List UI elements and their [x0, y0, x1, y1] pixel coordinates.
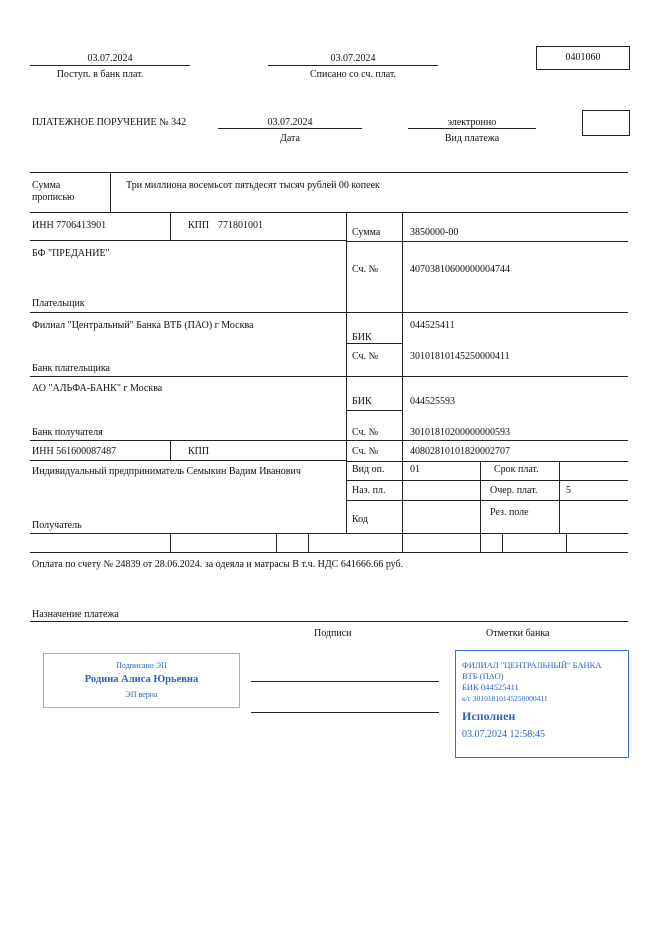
payee-bank-bik: 044525593	[410, 396, 455, 407]
divider	[30, 552, 628, 553]
debited-date: 03.07.2024	[330, 53, 376, 64]
divider	[346, 241, 628, 242]
divider	[30, 440, 628, 441]
payer-bank-account: 30101810145250000411	[410, 351, 510, 362]
divider	[30, 172, 628, 173]
op-type: 01	[410, 464, 420, 475]
bank-stamp-line1: ФИЛИАЛ "ЦЕНТРАЛЬНЫЙ" БАНКА	[462, 660, 602, 670]
payee-label: Получатель	[32, 520, 82, 531]
payer-bank-name: Филиал "Центральный" Банка ВТБ (ПАО) г Москва	[32, 320, 254, 331]
purpose-text: Оплата по счету № 24839 от 28.06.2024. за одеяла и матрасы В т.ч. НДС 641666.66 руб.	[32, 559, 404, 570]
amount-words-label-2: прописью	[32, 192, 75, 203]
divider	[30, 376, 628, 377]
divider	[218, 128, 362, 129]
code-label: Код	[352, 514, 368, 525]
divider	[276, 533, 277, 552]
payer-bank-bik-label: БИК	[352, 332, 372, 343]
bank-stamp-line3: БИК 044525411	[462, 682, 519, 692]
amount-words: Три миллиона восемьсот пятьдесят тысяч рублей 00 копеек	[126, 180, 380, 191]
divider	[30, 65, 190, 66]
priority-label: Очер. плат.	[490, 485, 538, 496]
payer-label: Плательщик	[32, 298, 85, 309]
op-type-label: Вид оп.	[352, 464, 385, 475]
divider	[308, 533, 309, 552]
signature-line-1	[251, 681, 439, 682]
payment-type: электронно	[447, 117, 497, 128]
payee-bank-account: 30101810200000000593	[410, 427, 510, 438]
bank-marks-label: Отметки банка	[486, 628, 550, 639]
divider	[402, 212, 403, 552]
term-label: Срок плат.	[494, 464, 539, 475]
divider	[110, 172, 111, 212]
divider	[346, 500, 628, 501]
divider	[30, 533, 628, 534]
divider	[170, 212, 171, 240]
order-title: ПЛАТЕЖНОЕ ПОРУЧЕНИЕ № 342	[32, 117, 187, 128]
signature-stamp-name: Родина Алиса Юрьевна	[84, 674, 199, 685]
payee-inn: ИНН 561600087487	[32, 446, 117, 457]
signature-stamp-line3: ЭП верна	[125, 690, 158, 699]
form-code: 0401060	[536, 46, 630, 70]
payee-kpp-label: КПП	[188, 446, 210, 457]
signature-stamp-line1: Подписано ЭП	[116, 661, 167, 670]
divider	[170, 440, 171, 460]
payer-bank-account-label: Сч. №	[352, 351, 379, 362]
amount-words-label: Сумма	[32, 180, 61, 191]
divider	[346, 461, 628, 462]
divider	[346, 410, 402, 411]
bank-stamp	[455, 650, 629, 758]
payee-bank-bik-label: БИК	[352, 396, 372, 407]
divider	[30, 312, 628, 313]
purpose-code-label: Наз. пл.	[352, 485, 386, 496]
debited-label: Списано со сч. плат.	[309, 69, 397, 80]
bank-stamp-line2: ВТБ (ПАО)	[462, 671, 504, 681]
payee-bank-name: АО "АЛЬФА-БАНК" г Москва	[32, 383, 163, 394]
purpose-label: Назначение платежа	[32, 609, 119, 620]
payer-account: 40703810600000004744	[410, 264, 510, 275]
signatures-label: Подписи	[314, 628, 352, 639]
divider	[30, 460, 346, 461]
divider	[30, 240, 346, 241]
reserve-label: Рез. поле	[490, 507, 529, 518]
payee-bank-label: Банк получателя	[32, 427, 103, 438]
payer-kpp: 771801001	[218, 220, 263, 231]
signature-stamp	[43, 653, 240, 708]
divider	[170, 533, 171, 552]
sum-label: Сумма	[352, 227, 381, 238]
payer-kpp-label: КПП	[188, 220, 210, 231]
received-label: Поступ. в банк плат.	[56, 69, 144, 80]
bank-stamp-line4: к/с 30101810145250000411	[462, 694, 548, 703]
divider	[502, 533, 503, 552]
payee-account-label: Сч. №	[352, 446, 379, 457]
divider	[346, 343, 402, 344]
divider	[566, 533, 567, 552]
payee-account: 40802810101820002707	[410, 446, 510, 457]
payee-name: Индивидуальный предприниматель Семыкин Вадим Иванович	[32, 466, 301, 477]
bank-stamp-status: Исполнен	[462, 709, 516, 723]
divider	[30, 621, 628, 622]
sum-value: 3850000-00	[410, 227, 459, 238]
bank-stamp-datetime: 03.07.2024 12:58:45	[462, 729, 546, 740]
signature-line-2	[251, 712, 439, 713]
order-date: 03.07.2024	[267, 117, 313, 128]
order-date-label: Дата	[280, 133, 300, 144]
payee-bank-account-label: Сч. №	[352, 427, 379, 438]
payer-account-label: Сч. №	[352, 264, 379, 275]
priority: 5	[566, 485, 571, 496]
payer-name: БФ "ПРЕДАНИЕ"	[32, 248, 110, 259]
divider	[346, 480, 628, 481]
divider	[268, 65, 438, 66]
empty-code-box	[582, 110, 630, 136]
payment-type-label: Вид платежа	[444, 133, 500, 144]
payer-bank-bik: 044525411	[410, 320, 455, 331]
divider	[559, 461, 560, 533]
divider	[480, 461, 481, 552]
payer-bank-label: Банк плательщика	[32, 363, 110, 374]
divider	[346, 212, 347, 533]
divider	[408, 128, 536, 129]
received-date: 03.07.2024	[87, 53, 133, 64]
divider	[30, 212, 628, 213]
payer-inn: ИНН 7706413901	[32, 220, 107, 231]
